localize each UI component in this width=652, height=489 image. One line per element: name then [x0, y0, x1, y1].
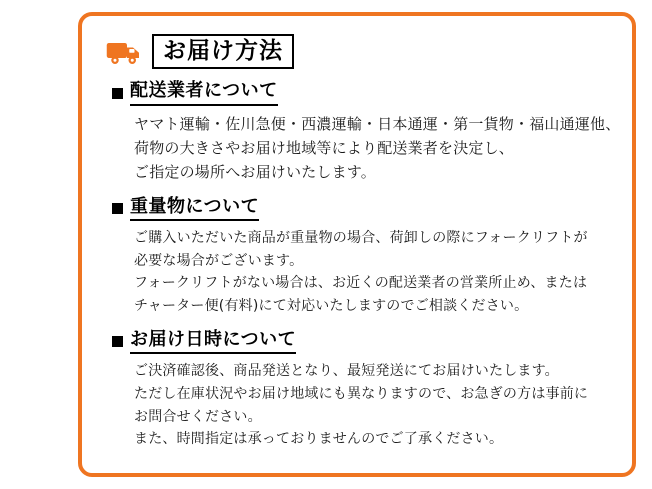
section-delivery-company: [104, 79, 621, 184]
section-title: お届け日時について: [130, 328, 296, 354]
body-line: ただし在庫状況やお届け地域にも異なりますので、お急ぎの方は事前に: [134, 385, 589, 402]
delivery-truck-icon: [106, 37, 142, 67]
body-line: フォークリフトがない場合は、お近くの配送業者の営業所止め、または: [134, 275, 588, 292]
page-title: お届け方法: [152, 34, 294, 69]
body-line: チャーター便(有料)にて対応いたしますのでご相談ください。: [134, 298, 529, 315]
section-body: [134, 360, 610, 451]
body-line: 荷物の大きさやお届け地域等により配送業者を決定し、: [134, 139, 515, 158]
section-heading: [112, 328, 610, 354]
body-line: ご指定の場所へお届けいたします。: [134, 163, 377, 182]
body-line: お問合せください。: [134, 408, 262, 425]
section-title: 重量物について: [130, 195, 259, 221]
panel-title-row: [106, 34, 610, 69]
section-body: [134, 227, 610, 318]
body-line: ご購入いただいた商品が重量物の場合、荷卸しの際にフォークリフトが: [134, 230, 588, 247]
body-line: ご決済確認後、商品発送となり、最短発送にてお届けいたします。: [134, 363, 559, 380]
section-delivery-datetime: [104, 328, 610, 451]
section-heavy-items: [104, 195, 610, 318]
delivery-info-panel: [78, 12, 636, 477]
section-body: [134, 112, 621, 185]
square-bullet-icon: [112, 203, 123, 214]
body-line: 必要な場合がございます。: [134, 252, 304, 269]
square-bullet-icon: [112, 88, 123, 99]
section-title: 配送業者について: [130, 79, 278, 105]
body-line: ヤマト運輸・佐川急便・西濃運輸・日本通運・第一貨物・福山通運他、: [134, 114, 621, 133]
body-line: また、時間指定は承っておりませんのでご了承ください。: [134, 431, 504, 448]
panel-inner: [82, 16, 632, 465]
section-heading: [112, 195, 610, 221]
section-heading: [112, 79, 610, 105]
square-bullet-icon: [112, 336, 123, 347]
